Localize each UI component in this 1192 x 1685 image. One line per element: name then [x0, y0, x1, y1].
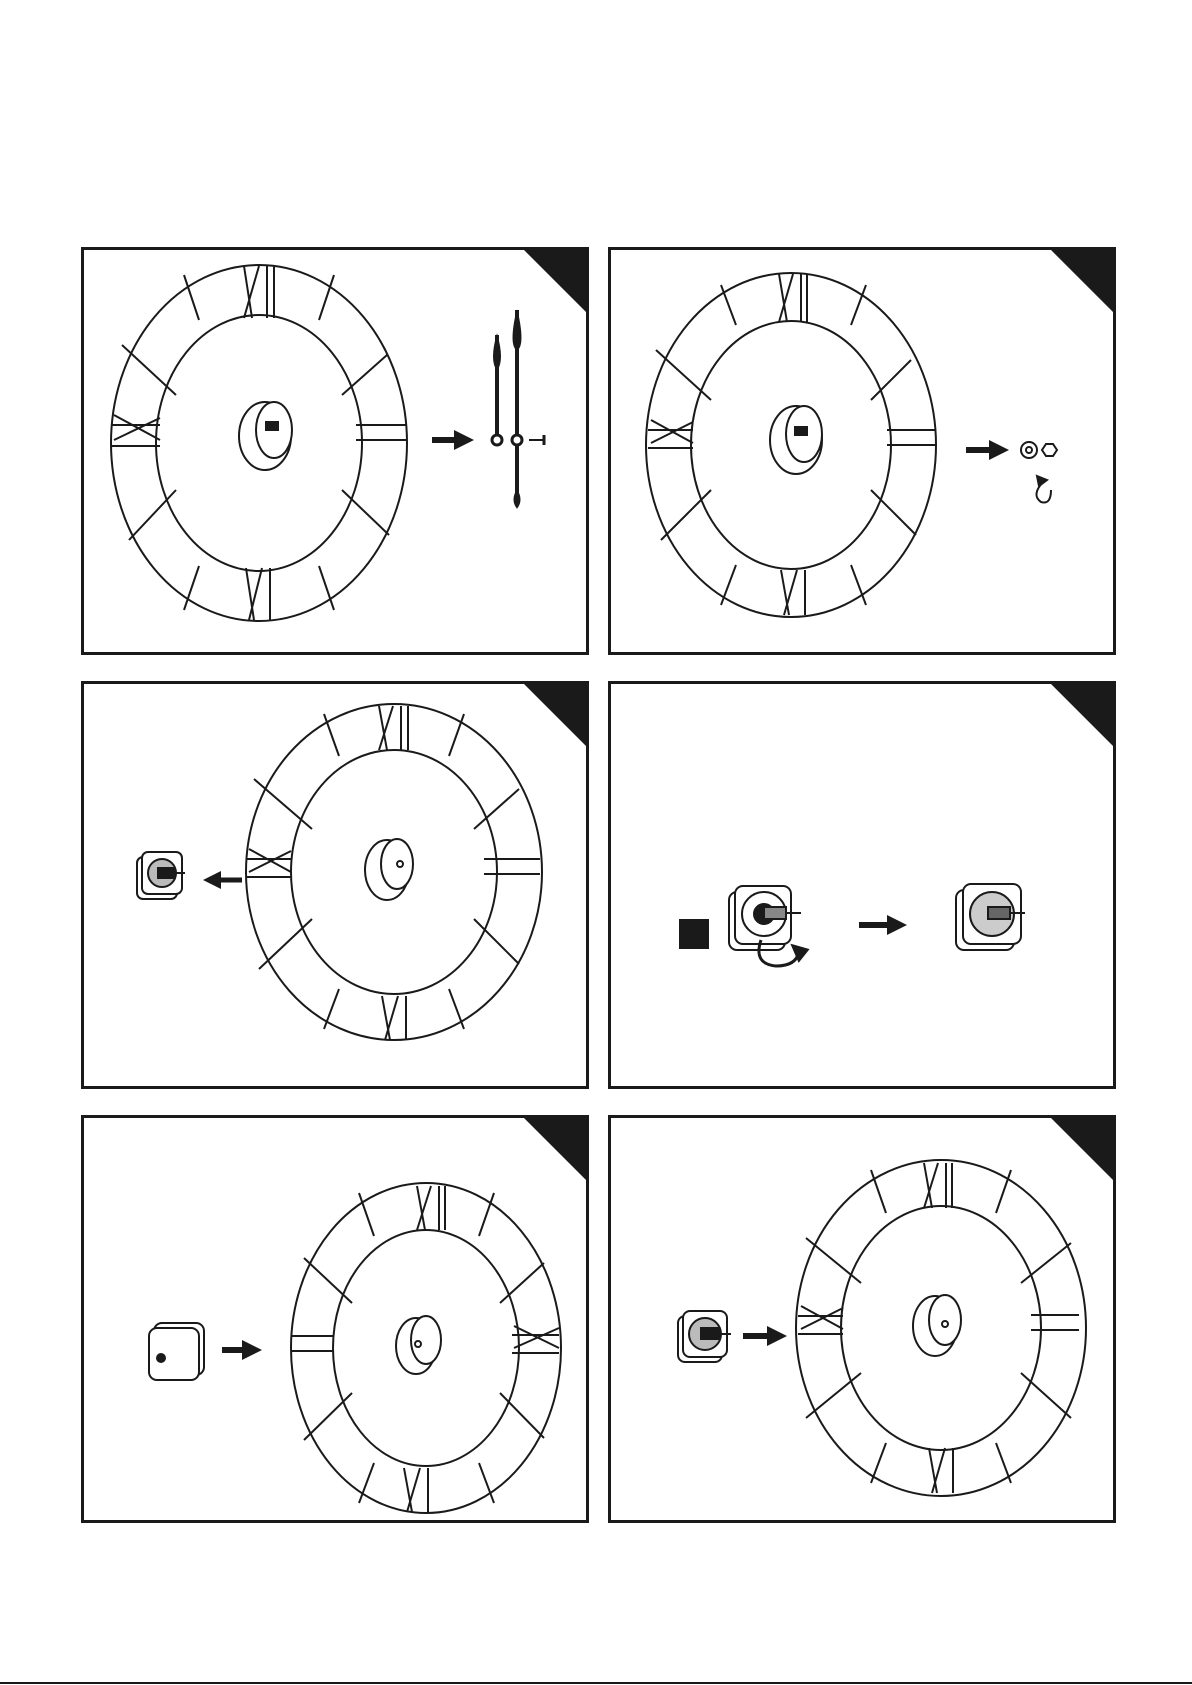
movement-with-disc-icon — [729, 886, 801, 950]
corner-tab — [1051, 250, 1116, 318]
center-hub — [365, 839, 413, 900]
corner-tab — [1051, 684, 1116, 752]
step-panel-4 — [608, 681, 1116, 1089]
arrow-left-icon — [203, 871, 242, 889]
center-hub — [396, 1316, 441, 1374]
corner-tab — [524, 684, 589, 752]
arrow-right-icon — [432, 430, 474, 450]
clock-illustration-2 — [611, 250, 1116, 655]
corner-tab — [524, 1118, 589, 1186]
arrow-right-icon — [222, 1340, 262, 1360]
clock-hands-icon — [492, 310, 544, 508]
clock-movement-icon — [678, 1311, 731, 1362]
step-panel-2 — [608, 247, 1116, 655]
center-hub — [913, 1295, 961, 1356]
corner-tab — [1051, 1118, 1116, 1186]
movement-hub — [239, 402, 292, 470]
corner-tab — [524, 250, 589, 318]
washer-nut-icon — [1021, 442, 1057, 458]
movement-illustration-4 — [611, 684, 1116, 1089]
rotate-arrow-icon — [1036, 476, 1051, 503]
movement-cleaned-icon — [956, 884, 1025, 950]
battery-movement-icon — [149, 1323, 204, 1380]
clock-illustration-5 — [84, 1118, 589, 1523]
bullet-square — [679, 919, 709, 949]
clock-illustration-6 — [611, 1118, 1116, 1523]
arrow-right-icon — [966, 440, 1009, 460]
movement-hub — [770, 406, 822, 474]
page-bottom-rule — [0, 1682, 1192, 1684]
arrow-right-icon — [859, 915, 907, 935]
step-panel-1 — [81, 247, 589, 655]
arrow-right-icon — [743, 1326, 787, 1346]
step-panel-6 — [608, 1115, 1116, 1523]
step-panel-5 — [81, 1115, 589, 1523]
step-panel-3 — [81, 681, 589, 1089]
clock-movement-icon — [137, 852, 185, 899]
clock-illustration-3 — [84, 684, 589, 1089]
clock-illustration-1 — [84, 250, 589, 655]
